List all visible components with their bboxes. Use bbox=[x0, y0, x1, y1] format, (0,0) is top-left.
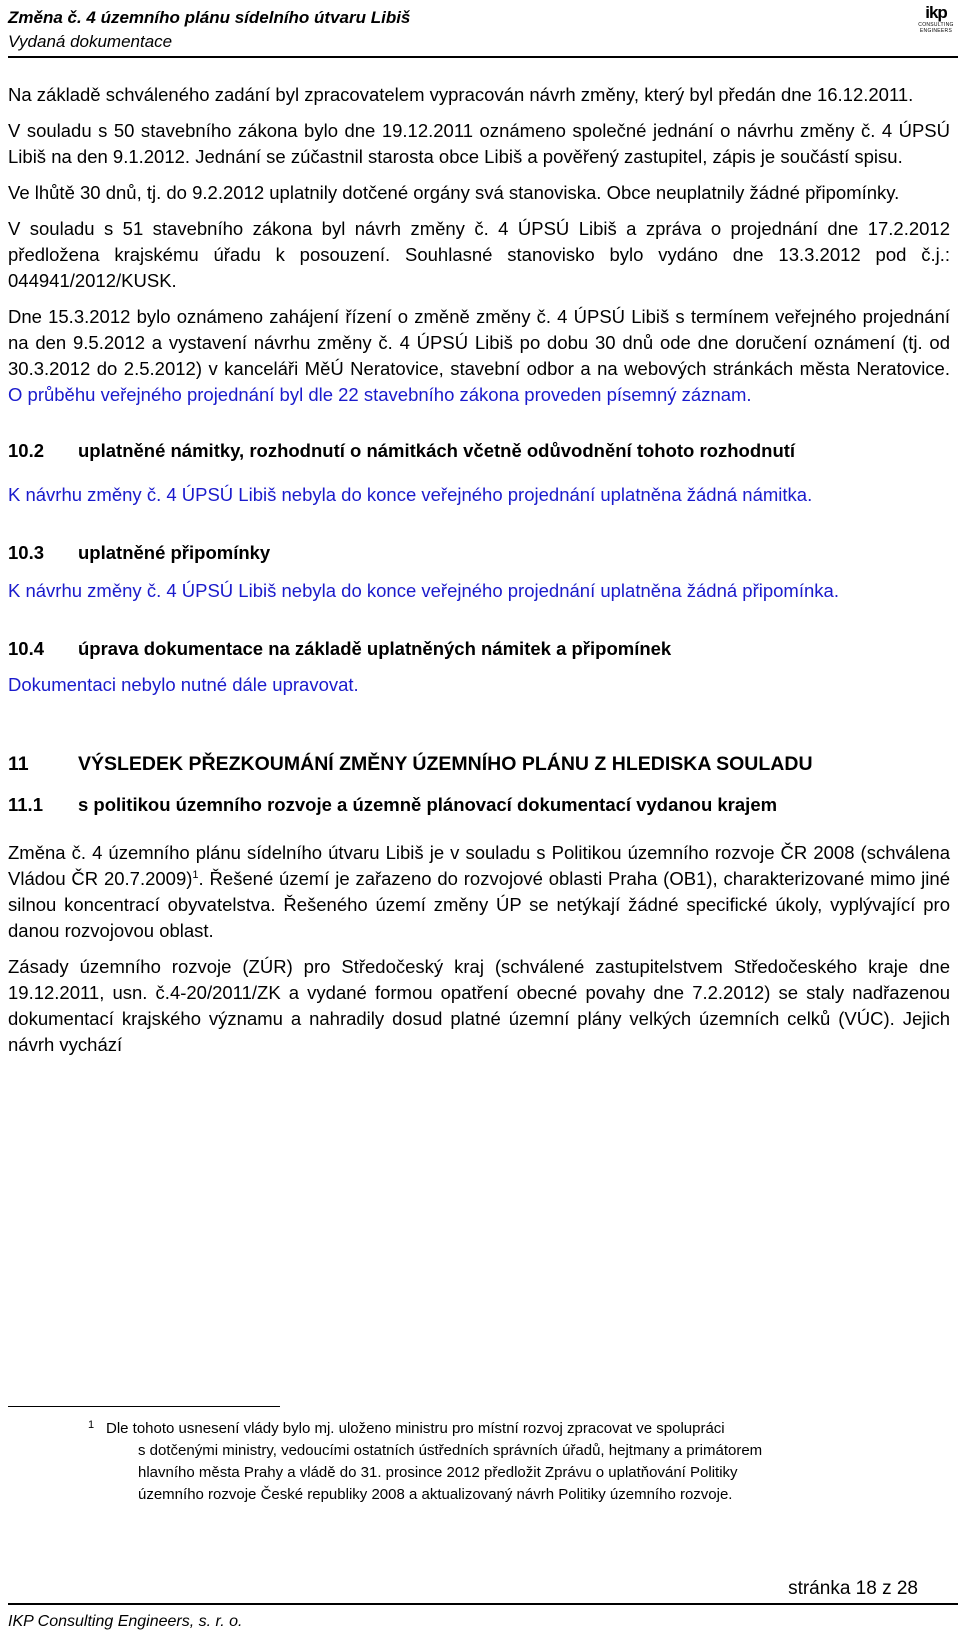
footnote-line: územního rozvoje České republiky 2008 a aktualizovaný návrh Politiky územního rozvoje. bbox=[138, 1486, 733, 1503]
document-subtitle: Vydaná dokumentace bbox=[8, 32, 173, 51]
logo-subtitle-1: CONSULTING bbox=[918, 22, 954, 28]
national-policy-text-b: . Řešené území je zařazeno do rozvojové oblasti Praha (OB1), charakterizované mimo jiné silnou koncentrací obyvatelstva. Řešeného území změny ÚP se netýkají žádné specifické úkoly, vyplývající pro danou rozvojovou oblast. bbox=[8, 868, 950, 941]
company-logo bbox=[916, 4, 956, 44]
section-10-2-heading bbox=[8, 438, 950, 464]
section-number: 10.4 bbox=[8, 638, 45, 659]
paragraph-joint-hearing: V souladu s 50 stavebního zákona bylo dne 19.12.2011 oznámeno společné jednání o návrhu změny č. 4 ÚPSÚ Libiš na den 9.1.2012. Jednání se zúčastnil starosta obce Libiš a pověřený zastupitel, zápis je součástí spisu. bbox=[8, 120, 950, 167]
page-header bbox=[8, 4, 958, 58]
section-number: 11.1 bbox=[8, 794, 43, 815]
footnote-divider bbox=[8, 1406, 280, 1407]
public-hearing-record: O průběhu veřejného projednání byl dle 22 stavebního zákona proveden písemný záznam. bbox=[8, 384, 752, 405]
section-number: 10.2 bbox=[8, 440, 45, 461]
footnote-line: Dle tohoto usnesení vlády bylo mj. uloženo ministru pro místní rozvoj zpracovat ve spolupráci bbox=[106, 1420, 725, 1437]
section-title: s politikou územního rozvoje a územně plánovací dokumentací vydanou krajem bbox=[78, 794, 778, 815]
section-title: uplatněné námitky, rozhodnutí o námitkách včetně odůvodnění tohoto rozhodnutí bbox=[78, 440, 796, 461]
section-11-heading bbox=[8, 748, 950, 780]
section-10-4-heading bbox=[8, 636, 950, 662]
footer-company: IKP Consulting Engineers, s. r. o. bbox=[8, 1613, 243, 1630]
section-title: uplatněné připomínky bbox=[78, 542, 271, 563]
section-10-4-text: Dokumentaci nebylo nutné dále upravovat. bbox=[8, 674, 359, 695]
public-hearing-text: Dne 15.3.2012 bylo oznámeno zahájení řízení o změně změny č. 4 ÚPSÚ Libiš s termínem veřejného projednání na den 9.5.2012 a vystavení návrhu změny č. 4 ÚPSÚ Libiš po dobu 30 dnů ode dne doručení oznámení (tj. od 30.3.2012 do 2.5.2012) v kanceláři MěÚ Neratovice, stavební odbor a na webových stránkách města Neratovice. bbox=[8, 306, 950, 379]
footnote-number: 1 bbox=[88, 1419, 95, 1431]
footer-divider bbox=[8, 1603, 958, 1605]
logo-subtitle-2: ENGINEERS bbox=[919, 28, 953, 34]
footnote-line: hlavního města Prahy a vládě do 31. prosince 2012 předložit Zprávu o uplatňování Politiky bbox=[138, 1464, 738, 1481]
section-title: úprava dokumentace na základě uplatněných námitek a připomínek bbox=[78, 638, 672, 659]
national-policy-text-a: Změna č. 4 územního plánu sídelního útvaru Libiš je v souladu s Politikou územního rozvoje ČR 2008 (schválena Vládou ČR 20.7.2009) bbox=[8, 842, 950, 889]
section-number: 10.3 bbox=[8, 542, 45, 563]
footnote-reference[interactable]: 1 bbox=[192, 868, 199, 881]
page-number: stránka 18 z 28 bbox=[788, 1578, 918, 1599]
footnote-line: s dotčenými ministry, vedoucími ostatních ústředních správních úřadů, hejtmany a primátorem bbox=[138, 1442, 763, 1459]
footnote bbox=[88, 1418, 922, 1506]
paragraph-regional-review: V souladu s 51 stavebního zákona byl návrh změny č. 4 ÚPSÚ Libiš a zpráva o projednání dne 17.2.2012 předložena krajskému úřadu k posouzení. Souhlasné stanovisko bylo vydáno dne 13.3.2012 pod č.j.: 044941/2012/KUSK. bbox=[8, 218, 950, 291]
document-title: Změna č. 4 územního plánu sídelního útvaru Libiš bbox=[8, 8, 411, 27]
paragraph-public-hearing bbox=[8, 304, 950, 408]
paragraph-authority-opinions: Ve lhůtě 30 dnů, tj. do 9.2.2012 uplatnily dotčené orgány svá stanoviska. Obce neuplatnily žádné připomínky. bbox=[8, 182, 900, 203]
section-11-1-heading bbox=[8, 792, 950, 818]
page-content bbox=[8, 82, 950, 1068]
section-title: VÝSLEDEK PŘEZKOUMÁNÍ ZMĚNY ÚZEMNÍHO PLÁNU Z HLEDISKA SOULADU bbox=[78, 753, 813, 775]
section-number: 11 bbox=[8, 753, 29, 775]
paragraph-regional-principles: Zásady územního rozvoje (ZÚR) pro Středočeský kraj (schválené zastupitelstvem Středočeského kraje dne 19.12.2011, usn. č.4-20/2011/ZK a vydané formou opatření obecné povahy dne 7.2.2012) se staly nadřazenou dokumentací krajského významu a nahradily dosud platné územní plány velkých územních celků (VÚC). Jejich návrh vychází bbox=[8, 956, 950, 1055]
section-10-3-heading bbox=[8, 540, 950, 566]
header-divider bbox=[8, 56, 958, 58]
paragraph-draft-submitted: Na základě schváleného zadání byl zpracovatelem vypracován návrh změny, který byl předán dne 16.12.2011. bbox=[8, 84, 914, 105]
section-10-3-text: K návrhu změny č. 4 ÚPSÚ Libiš nebyla do konce veřejného projednání uplatněna žádná připomínka. bbox=[8, 580, 839, 601]
paragraph-national-policy bbox=[8, 840, 950, 944]
logo-mark: ikp bbox=[925, 3, 947, 22]
section-10-2-text: K návrhu změny č. 4 ÚPSÚ Libiš nebyla do konce veřejného projednání uplatněna žádná námitka. bbox=[8, 484, 813, 505]
